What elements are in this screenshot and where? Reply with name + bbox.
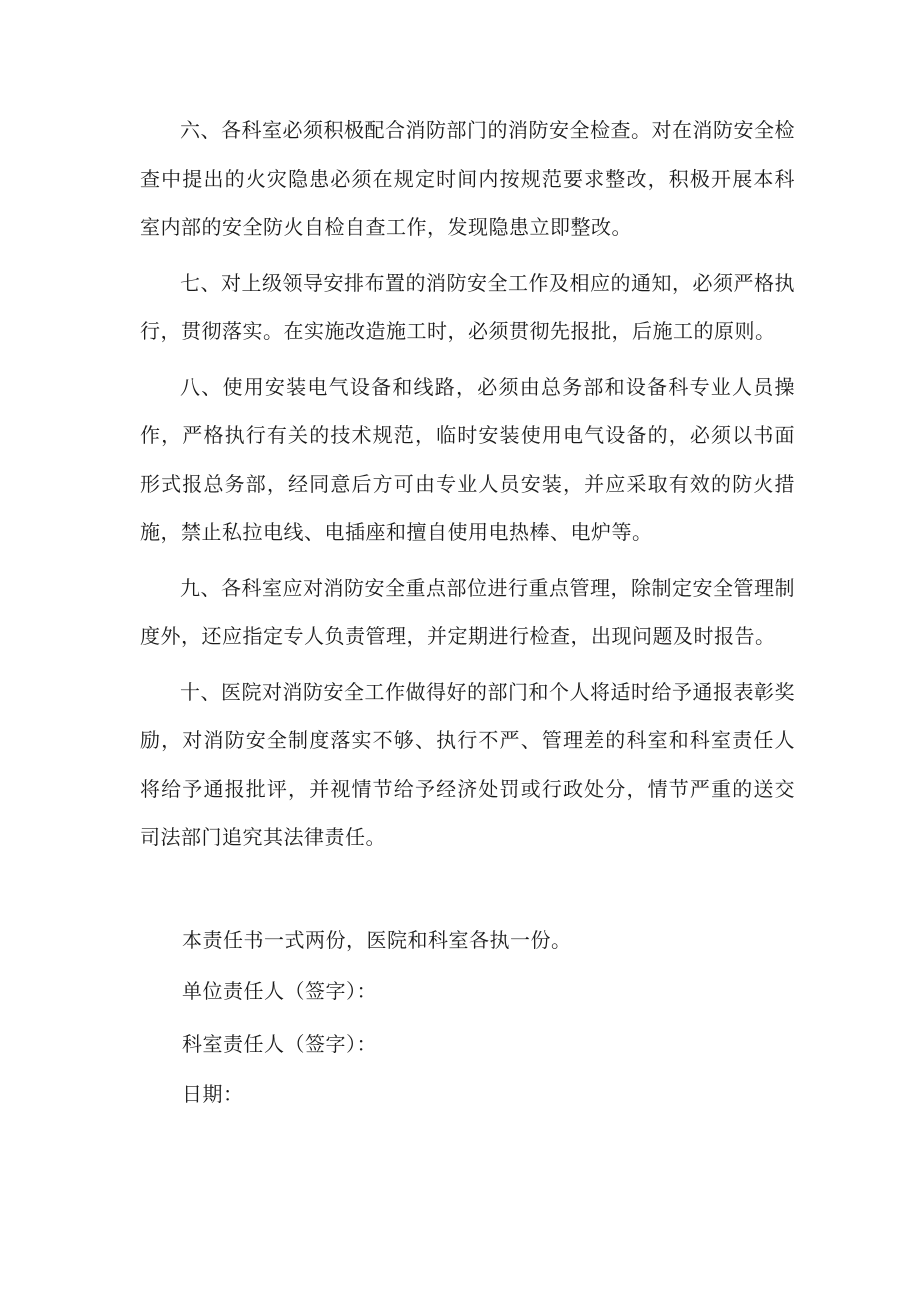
clause-8 [140, 363, 795, 557]
clause-7-line-1: 七、对上级领导安排布置的消防安全工作及相应的通知，必须严 [180, 270, 754, 295]
clause-6-line-2: 全检查中提出的火灾隐患必须在规定时间内按规范要求整改，积极开 [140, 118, 795, 191]
document-body [140, 106, 795, 862]
clause-8-line-3: 书面形式报总务部，经同意后方可由专业人员安装，并应采取有效的 [140, 423, 796, 496]
clause-10 [140, 668, 795, 862]
clause-6-line-1: 六、各科室必须积极配合消防部门的消防安全检查。对在消防安 [180, 118, 754, 142]
clause-6-line-3: 展本科室内部的安全防火自检自查工作，发现隐患立即整改。 [140, 166, 796, 239]
dept-signer-label: 科室责任人（签字）： [182, 1032, 377, 1056]
clause-10-line-3: 责任人将给予通报批评，并视情节给予经济处罚或行政处分，情节严 [140, 728, 796, 801]
clause-6 [140, 106, 795, 252]
clause-10-line-2: 彰奖励，对消防安全制度落实不够、执行不严、管理差的科室和科室 [140, 679, 795, 752]
clause-10-line-4: 重的送交司法部门追究其法律责任。 [140, 776, 796, 849]
clause-7 [140, 259, 795, 356]
clause-7-line-2: 格执行，贯彻落实。在实施改造施工时，必须贯彻先报批，后施工的 [140, 270, 795, 343]
clause-8-line-1: 八、使用安装电气设备和线路，必须由总务部和设备科专业人员 [180, 374, 775, 399]
clause-9-line-1: 九、各科室应对消防安全重点部位进行重点管理，除制定安全管 [180, 575, 754, 600]
clause-9-line-3: 报告。 [714, 624, 776, 648]
copies-note: 本责任书一式两份，医院和科室各执一份。 [182, 928, 572, 952]
clause-8-line-2: 操作，严格执行有关的技术规范，临时安装使用电气设备的，必须以 [140, 374, 795, 447]
clause-10-line-1: 十、医院对消防安全工作做得好的部门和个人将适时给予通报表 [180, 679, 754, 704]
date-label: 日期： [182, 1082, 244, 1106]
clause-7-line-3: 原则。 [714, 319, 776, 343]
clause-9 [140, 564, 795, 661]
unit-signer-label: 单位责任人（签字）： [182, 979, 377, 1003]
clause-8-line-4: 防火措施，禁止私拉电线、电插座和擅自使用电热棒、电炉等。 [140, 471, 796, 544]
clause-9-line-2: 理制度外，还应指定专人负责管理，并定期进行检查，出现问题及时 [140, 575, 795, 648]
